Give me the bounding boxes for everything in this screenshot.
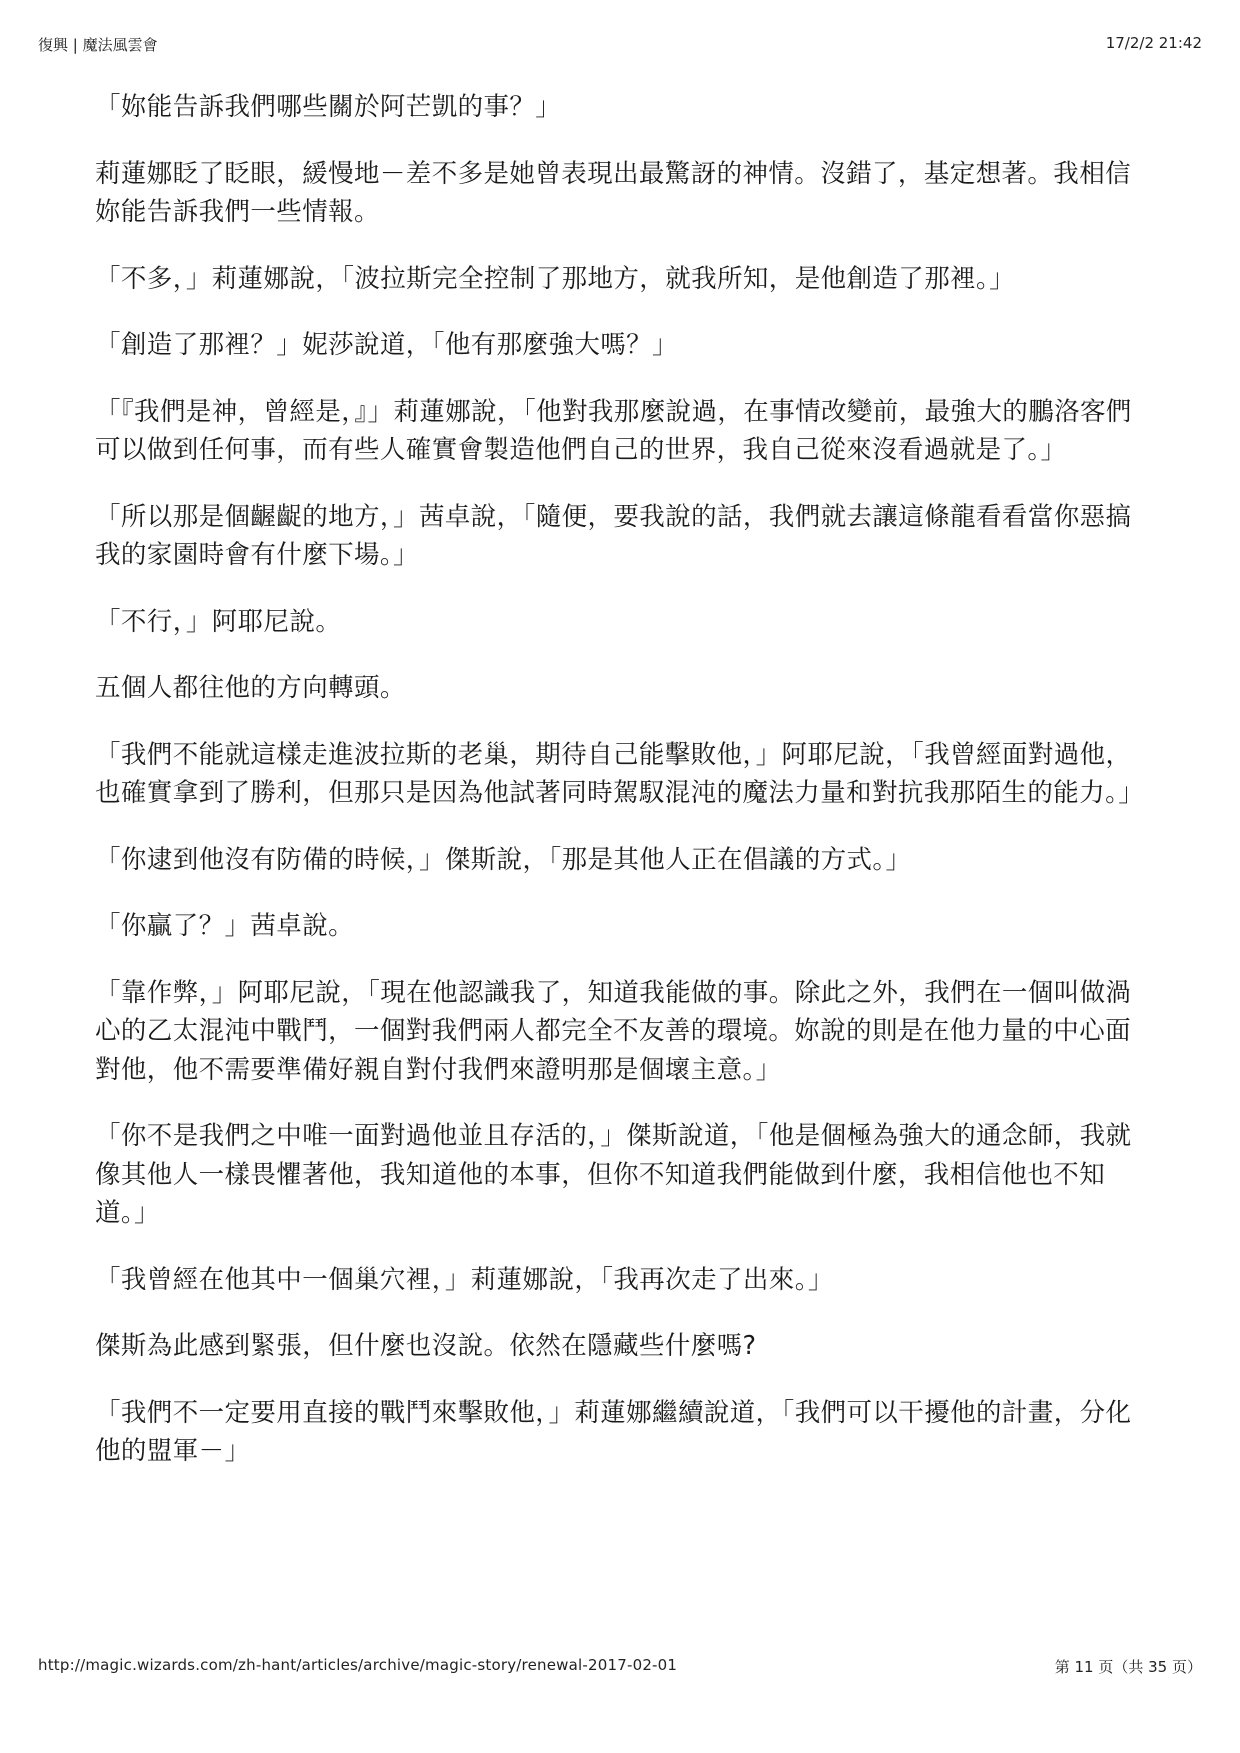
paragraph: 「妳能告訴我們哪些關於阿芒凱的事？」	[95, 92, 562, 122]
paragraph: 「我們不一定要用直接的戰鬥來擊敗他，」莉蓮娜繼續說道，「我們可以干擾他的計畫，分化他的盟軍－」	[95, 1397, 1132, 1466]
print-header	[38, 34, 1202, 54]
article-body	[95, 88, 1145, 1499]
paragraph: 「我曾經在他其中一個巢穴裡，」莉蓮娜說，「我再次走了出來。」	[95, 1264, 834, 1295]
print-footer	[38, 1656, 1202, 1676]
source-url: http://magic.wizards.com/zh-hant/articles/archive/magic-story/renewal-2017-02-01	[38, 1656, 678, 1674]
paragraph: 「不多，」莉蓮娜說，「波拉斯完全控制了那地方，就我所知，是他創造了那裡。」	[95, 263, 1016, 294]
paragraph: 「你贏了？」茜卓說。	[95, 911, 355, 941]
paragraph: 「你不是我們之中唯一面對過他並且存活的，」傑斯說道，「他是個極為強大的通念師，我就像其他人一樣畏懼著他，我知道他的本事，但你不知道我們能做到什麼，我相信他也不知道。」	[95, 1121, 1132, 1228]
paragraph: 「『我們是神，曾經是，』」莉蓮娜說，「他對我那麼說過，在事情改變前，最強大的鵬洛客們可以做到任何事，而有些人確實會製造他們自己的世界，我自己從來沒看過就是了。」	[95, 396, 1132, 465]
page-number: 第 11 页（共 35 页）	[1054, 1658, 1202, 1676]
page-title: 復興 | 魔法風雲會	[38, 36, 158, 54]
paragraph: 「你逮到他沒有防備的時候，」傑斯說，「那是其他人正在倡議的方式。」	[95, 844, 912, 875]
paragraph: 「創造了那裡？」妮莎說道，「他有那麼強大嗎？」	[95, 330, 678, 360]
paragraph: 「不行，」阿耶尼說。	[95, 606, 342, 637]
paragraph: 傑斯為此感到緊張，但什麼也沒說。依然在隱藏些什麼嗎?	[95, 1331, 757, 1361]
paragraph: 五個人都往他的方向轉頭。	[95, 673, 406, 703]
paragraph: 莉蓮娜眨了眨眼，緩慢地－差不多是她曾表現出最驚訝的神情。沒錯了，基定想著。我相信妳能告訴我們一些情報。	[95, 158, 1132, 227]
paragraph: 「靠作弊，」阿耶尼說，「現在他認識我了，知道我能做的事。除此之外，我們在一個叫做渦心的乙太混沌中戰鬥，一個對我們兩人都完全不友善的環境。妳說的則是在他力量的中心面對他，他不需要準備好親自對付我們來證明那是個壞主意。」	[95, 977, 1132, 1085]
paragraph: 「我們不能就這樣走進波拉斯的老巢，期待自己能擊敗他，」阿耶尼說，「我曾經面對過他，也確實拿到了勝利，但那只是因為他試著同時駕馭混沌的魔法力量和對抗我那陌生的能力。」	[95, 739, 1145, 808]
paragraph: 「所以那是個齷齪的地方，」茜卓說，「隨便，要我說的話，我們就去讓這條龍看看當你惡搞我的家園時會有什麼下場。」	[95, 501, 1132, 570]
print-datetime: 17/2/2 21:42	[1105, 34, 1202, 52]
